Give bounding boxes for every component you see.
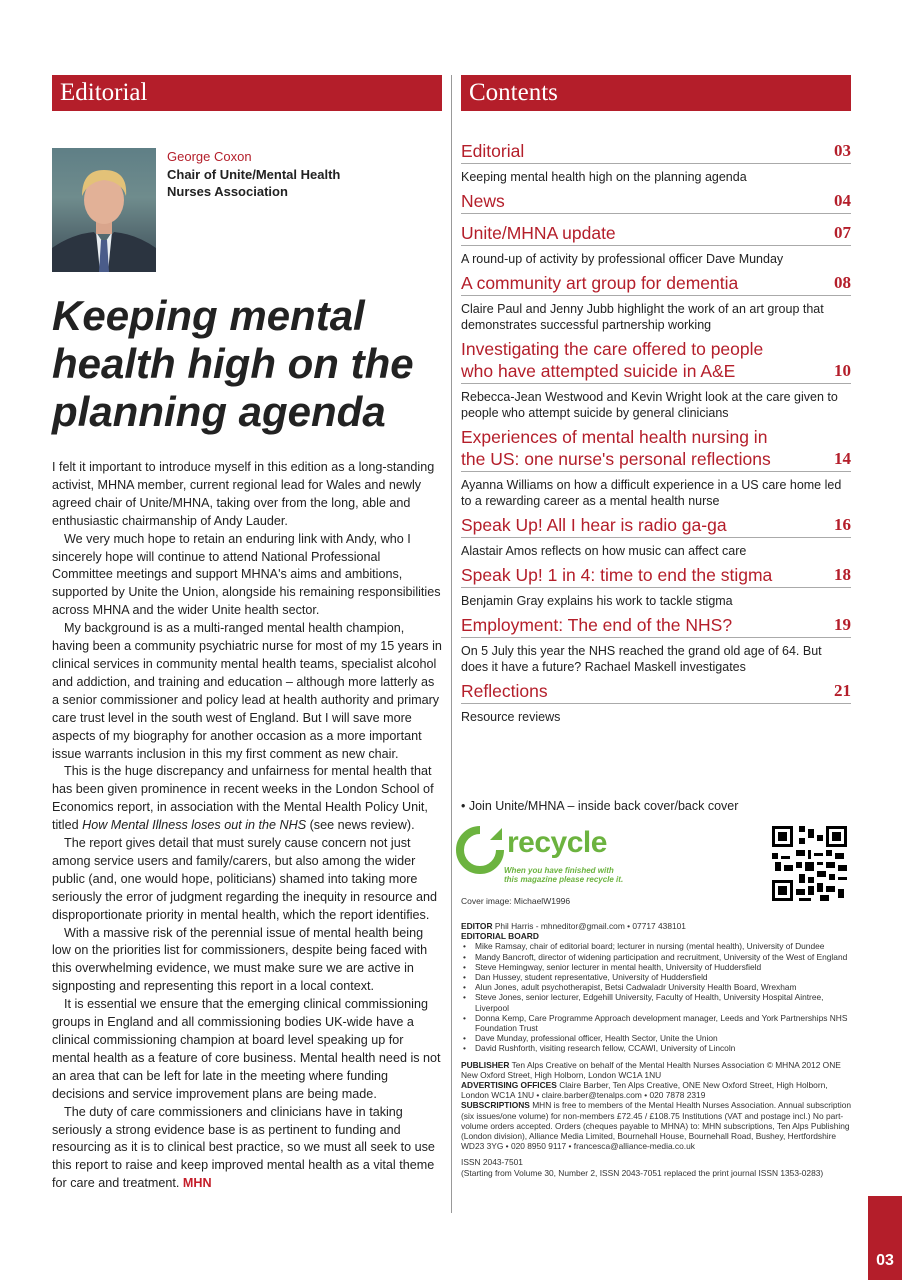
cover-credit: Cover image: MichaelW1996 bbox=[461, 896, 571, 906]
end-tag: MHN bbox=[182, 1176, 212, 1191]
entry-desc-empty bbox=[461, 214, 851, 222]
entry-title[interactable]: Reflections bbox=[461, 681, 548, 701]
entry-title[interactable]: Investigating the care offered to people who have attempted suicide in A&E bbox=[461, 339, 764, 381]
entry-page: 08 bbox=[834, 273, 851, 292]
contents-list bbox=[461, 140, 851, 730]
entry-desc: Keeping mental health high on the planning agenda bbox=[461, 170, 747, 184]
entry-desc: Rebecca-Jean Westwood and Kevin Wright look at the care given to people who attempt suicide by general clinicians bbox=[461, 390, 838, 420]
board-member: • Dave Munday, professional officer, Health Sector, Unite the Union bbox=[461, 1033, 853, 1043]
entry-desc: Alastair Amos reflects on how music can affect care bbox=[461, 544, 747, 558]
board-member: • Steve Jones, senior lecturer, Edgehill University, Faculty of Health, University Hospital Aintree, Liverpool bbox=[461, 992, 853, 1012]
board-member: • Dan Hussey, student representative, University of Huddersfield bbox=[461, 972, 853, 982]
masthead bbox=[461, 921, 853, 1178]
recycle-note bbox=[504, 866, 623, 884]
entry-desc: Resource reviews bbox=[461, 710, 561, 724]
entry-title[interactable]: Employment: The end of the NHS? bbox=[461, 615, 733, 635]
board-label: EDITORIAL BOARD bbox=[461, 931, 539, 942]
portrait-illustration bbox=[52, 148, 156, 272]
contents-entry[interactable] bbox=[461, 614, 851, 680]
entry-page: 10 bbox=[834, 361, 851, 380]
contents-banner: Contents bbox=[461, 75, 851, 111]
board-list bbox=[461, 941, 853, 1053]
join-note: • Join Unite/MHNA – inside back cover/back cover bbox=[461, 799, 739, 813]
contents-entry[interactable] bbox=[461, 514, 851, 564]
contents-entry[interactable] bbox=[461, 564, 851, 614]
author-role: Chair of Unite/Mental Health Nurses Association bbox=[167, 167, 341, 199]
editor-label: EDITOR bbox=[461, 921, 493, 931]
recycle-note-line: When you have finished with bbox=[504, 866, 614, 875]
advertising-line bbox=[461, 1080, 853, 1100]
contents-entry[interactable] bbox=[461, 338, 851, 426]
recycle-logo bbox=[456, 822, 634, 892]
entry-page: 04 bbox=[834, 191, 851, 210]
entry-page: 21 bbox=[834, 681, 851, 700]
author-info bbox=[167, 148, 427, 200]
author-name: George Coxon bbox=[167, 149, 252, 164]
publisher-label: PUBLISHER bbox=[461, 1059, 510, 1070]
entry-title[interactable]: News bbox=[461, 191, 505, 211]
board-member: • Steve Hemingway, senior lecturer in mental health, University of Huddersfield bbox=[461, 962, 853, 972]
article-paragraph: The report gives detail that must surely cause concern not just among service users and family/carers, but also among the wider public (and, one would hope, politicians) shamed into taking more seriously the error of judgment regarding the inequity in resource and disproportionate priority in mental health, which the report identifies. bbox=[52, 836, 438, 922]
board-member: • Mandy Bancroft, director of widening participation and recruitment, University of the West of England bbox=[461, 952, 853, 962]
text-run: (see news review). bbox=[306, 818, 415, 833]
entry-desc: A round-up of activity by professional officer Dave Munday bbox=[461, 252, 784, 266]
entry-title[interactable]: Experiences of mental health nursing in the US: one nurse's personal reflections bbox=[461, 427, 771, 469]
contents-entry[interactable] bbox=[461, 680, 851, 730]
entry-desc: Benjamin Gray explains his work to tackle stigma bbox=[461, 594, 733, 608]
contents-entry[interactable] bbox=[461, 190, 851, 222]
text-run: This is the huge discrepancy and unfairness for mental health that has been given prominence in recent weeks in the London School of Economics report, in association with the Mental Health Policy Unit, titled bbox=[52, 764, 434, 833]
entry-page: 14 bbox=[834, 449, 851, 468]
page-number: 03 bbox=[868, 1196, 902, 1280]
entry-page: 19 bbox=[834, 615, 851, 634]
entry-page: 03 bbox=[834, 141, 851, 160]
entry-title[interactable]: A community art group for dementia bbox=[461, 273, 739, 293]
entry-page: 18 bbox=[834, 565, 851, 584]
article-paragraph: With a massive risk of the perennial issue of mental health being low on the priorities list for commissioners, despite being faced with this overwhelming evidence, we must make sure we are active in signposting and representing this report in a local context. bbox=[52, 925, 428, 994]
subscriptions-label: SUBSCRIPTIONS bbox=[461, 1100, 530, 1111]
contents-entry[interactable] bbox=[461, 222, 851, 272]
qr-code-icon[interactable] bbox=[772, 826, 847, 901]
advertising-value: Claire Barber, Ten Alps Creative, ONE New Oxford Street, High Holborn, London WC1A 1NU • claire.barber@tenalps.com • 020 7878 2319 bbox=[461, 1080, 828, 1101]
entry-desc: Claire Paul and Jenny Jubb highlight the work of an art group that demonstrates successful partnership working bbox=[461, 302, 824, 332]
article-paragraph: My background is as a multi-ranged mental health champion, having been a community psychiatric nurse for most of my 15 years in clinical services in community mental health teams, specialist alcohol and addiction, and training and education – although more latterly as a senior commissioner and policy lead at health authority and primary care trust level in the south west of England. But I will save more aspects of my biography for another occasion as a more important issue warrants inclusion in this my first comment as new chair. bbox=[52, 621, 442, 761]
publisher-line bbox=[461, 1060, 853, 1080]
subscriptions-line bbox=[461, 1100, 853, 1151]
entry-title[interactable]: Speak Up! 1 in 4: time to end the stigma bbox=[461, 565, 773, 585]
entry-page: 07 bbox=[834, 223, 851, 242]
article-paragraph bbox=[52, 763, 444, 835]
contents-entry[interactable] bbox=[461, 140, 851, 190]
entry-title[interactable]: Unite/MHNA update bbox=[461, 223, 616, 243]
author-photo bbox=[52, 148, 156, 272]
editor-value: Phil Harris - mhneditor@gmail.com • 07717 438101 bbox=[494, 921, 686, 931]
article-paragraph bbox=[52, 1104, 444, 1194]
issn-note: (Starting from Volume 30, Number 2, ISSN 2043-7051 replaced the print journal ISSN 1353-0283) bbox=[461, 1167, 824, 1178]
contents-entry[interactable] bbox=[461, 426, 851, 514]
article-paragraph: I felt it important to introduce myself in this edition as a long-standing activist, MHNA member, current regional lead for Wales and newly agreed chair of Unite/MHNA, taking over from the long, able and enthusiastic chairmanship of Andy Lauder. bbox=[52, 460, 435, 528]
board-member: • David Rushforth, visiting research fellow, CCAWI, University of Lincoln bbox=[461, 1043, 853, 1053]
board-member: • Alun Jones, adult psychotherapist, Betsi Cadwaladr University Health Board, Wrexham bbox=[461, 982, 853, 992]
board-member: • Donna Kemp, Care Programme Approach development manager, Leeds and York Partnerships NHS Foundation Trust bbox=[461, 1013, 853, 1033]
board-member: • Mike Ramsay, chair of editorial board; lecturer in nursing (mental health), University of Dundee bbox=[461, 941, 853, 951]
article-paragraph: It is essential we ensure that the emerging clinical commissioning groups in England and all commissioning bodies UK-wide have a clinical commissioning champion at board level speaking up for mental health as a feature of core business. Mental health need is not an area that can be left for late in the meeting where funding decisions and service improvement plans are being made. bbox=[52, 997, 441, 1101]
editorial-banner: Editorial bbox=[52, 75, 442, 111]
advertising-label: ADVERTISING OFFICES bbox=[461, 1080, 557, 1091]
recycle-icon bbox=[456, 826, 504, 874]
contents-entry[interactable] bbox=[461, 272, 851, 338]
entry-title[interactable]: Speak Up! All I hear is radio ga-ga bbox=[461, 515, 727, 535]
publisher-value: Ten Alps Creative on behalf of the Mental Health Nurses Association © MHNA 2012 ONE New Oxford Street, High Holborn, London WC1A 1NU bbox=[461, 1059, 841, 1080]
text-run: The duty of care commissioners and clinicians have in taking seriously a strong evidence base is as pertinent to funding and resourcing as it is to clinical best practice, so we must all seek to use this report to raise and keep improved mental health as a vital theme for care and treatment. bbox=[52, 1104, 435, 1191]
recycle-word: recycle bbox=[507, 826, 607, 859]
editor-line bbox=[461, 921, 853, 931]
article-paragraph: We very much hope to retain an enduring link with Andy, who I sincerely hope will continue to attend National Professional Committee meetings and support MHNA's aims and ambitions, supported by Unite the Union, alongside his remaining responsibilities across MHNA and the wider Unite health sector. bbox=[52, 531, 441, 618]
subscriptions-value: MHN is free to members of the Mental Health Nurses Association. Annual subscription (six issues/one volume) for non-members £72.45 / £108.75 Institutions (VAT and postage incl.) No part-volume orders accepted. Orders (cheques payable to MHNA) to: MHN subscriptions, Ten Alps Publishing (London division), Alliance Media Limited, Bournehall House, Bournehall Road, Bushey, Hertfordshire WD23 3YG • 020 8950 9117 • francesca@alliance-media.co.uk bbox=[461, 1100, 852, 1152]
column-divider bbox=[451, 75, 452, 1213]
entry-desc: Ayanna Williams on how a difficult experience in a US care home led to a rewarding career as a mental health nurse bbox=[461, 478, 842, 508]
entry-page: 16 bbox=[834, 515, 851, 534]
article-body bbox=[52, 459, 444, 1193]
entry-title[interactable]: Editorial bbox=[461, 141, 525, 161]
entry-desc: On 5 July this year the NHS reached the grand old age of 64. But does it have a future? Rachael Maskell investigates bbox=[461, 644, 822, 674]
board-heading bbox=[461, 931, 853, 941]
recycle-note-line: this magazine please recycle it. bbox=[504, 875, 624, 884]
report-title: How Mental Illness loses out in the NHS bbox=[82, 818, 307, 833]
issn: ISSN 2043-7501 bbox=[461, 1157, 523, 1168]
headline: Keeping mental health high on the planning agenda bbox=[52, 292, 414, 435]
